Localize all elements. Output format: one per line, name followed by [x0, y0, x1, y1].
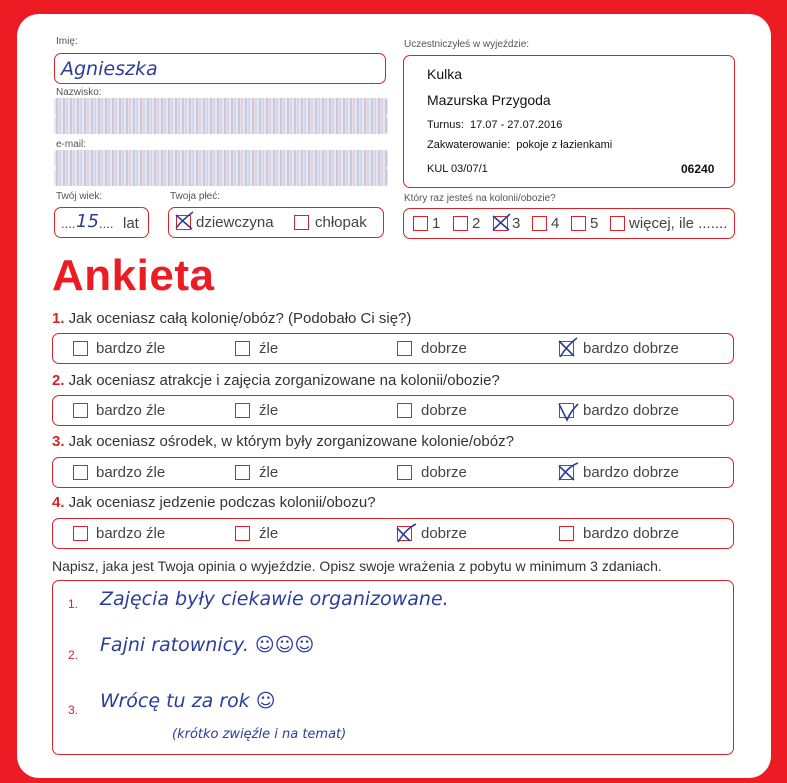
- times-checkbox-more[interactable]: [610, 216, 625, 231]
- question-4-number: 4.: [52, 494, 65, 511]
- q1-option-zle: źle: [259, 340, 279, 357]
- q1-option-dobrze: dobrze: [421, 340, 467, 357]
- q3-option-bardzo-zle: bardzo źle: [96, 464, 166, 481]
- wiek-dots-left: ....: [61, 216, 76, 231]
- nazwisko-label: Nazwisko:: [56, 87, 102, 98]
- q2-option-dobrze: dobrze: [421, 402, 467, 419]
- times-option-3: 3: [512, 215, 521, 232]
- opinion-line-2-number: 2.: [68, 648, 79, 662]
- wiek-dots-right: ....: [99, 216, 114, 231]
- email-redacted: [54, 150, 388, 168]
- q2-checkbox-bardzo-zle[interactable]: [73, 403, 88, 418]
- opinion-note: (krótko zwięźle i na temat): [172, 727, 347, 742]
- plec-check-mark: [172, 210, 196, 232]
- plec-option-chlopak: chłopak: [315, 214, 367, 231]
- times-option-4: 4: [551, 215, 560, 232]
- trip-box: [403, 55, 735, 188]
- times-option-1: 1: [432, 215, 441, 232]
- q2-checkbox-zle[interactable]: [235, 403, 250, 418]
- question-2-label: Jak oceniasz atrakcje i zajęcia zorganizowane na kolonii/obozie?: [64, 372, 500, 389]
- q1-checkbox-zle[interactable]: [235, 341, 250, 356]
- q3-checkbox-dobrze[interactable]: [397, 465, 412, 480]
- nazwisko-redacted-2: [54, 116, 388, 134]
- trip-code: KUL 03/07/1: [427, 163, 488, 175]
- trip-program: Mazurska Przygoda: [427, 92, 551, 108]
- wiek-value: 15: [76, 211, 99, 232]
- q2-checkbox-dobrze[interactable]: [397, 403, 412, 418]
- times-label: Który raz jesteś na kolonii/obozie?: [404, 193, 556, 204]
- plec-label: Twoja płeć:: [170, 191, 221, 202]
- q1-option-bardzo-zle: bardzo źle: [96, 340, 166, 357]
- q1-checkbox-dobrze[interactable]: [397, 341, 412, 356]
- question-4-text: [52, 494, 376, 511]
- times-option-2: 2: [472, 215, 481, 232]
- times-option-5: 5: [590, 215, 599, 232]
- q2-check-mark: [555, 400, 579, 422]
- times-option-more: więcej, ile .......: [629, 215, 728, 232]
- q1-option-bardzo-dobrze: bardzo dobrze: [583, 340, 679, 357]
- question-3-label: Jak oceniasz ośrodek, w którym były zorganizowane kolonie/obóz?: [64, 433, 514, 450]
- trip-turnus: Turnus: 17.07 - 27.07.2016: [427, 119, 563, 131]
- page-title: Ankieta: [52, 251, 215, 300]
- q4-check-mark: [393, 521, 417, 543]
- q4-option-zle: źle: [259, 525, 279, 542]
- times-field: [403, 208, 735, 239]
- question-2-text: [52, 372, 500, 389]
- opinion-line-3-number: 3.: [68, 703, 79, 717]
- opinion-prompt: Napisz, jaka jest Twoja opinia o wyjeździe. Opisz swoje wrażenia z pobytu w minimum 3 zdaniach.: [52, 558, 662, 574]
- question-3-text: [52, 433, 514, 450]
- q4-option-bardzo-dobrze: bardzo dobrze: [583, 525, 679, 542]
- trip-number: 06240: [681, 162, 715, 176]
- imie-field[interactable]: [54, 53, 386, 84]
- plec-field: [168, 207, 384, 238]
- question-2-answers: [52, 395, 734, 426]
- plec-option-dziewczyna: dziewczyna: [196, 214, 274, 231]
- times-checkbox-1[interactable]: [413, 216, 428, 231]
- question-3-number: 3.: [52, 433, 65, 450]
- q4-checkbox-bardzo-dobrze[interactable]: [559, 526, 574, 541]
- email-redacted-2: [54, 168, 388, 186]
- trip-zakwaterowanie: Zakwaterowanie: pokoje z łazienkami: [427, 139, 613, 151]
- q4-checkbox-zle[interactable]: [235, 526, 250, 541]
- question-4-answers: [52, 518, 734, 549]
- plec-checkbox-chlopak[interactable]: [294, 215, 309, 230]
- question-1-number: 1.: [52, 310, 65, 327]
- question-4-label: Jak oceniasz jedzenie podczas kolonii/obozu?: [64, 494, 376, 511]
- q3-option-dobrze: dobrze: [421, 464, 467, 481]
- q4-option-dobrze: dobrze: [421, 525, 467, 542]
- imie-label: Imię:: [56, 36, 78, 47]
- q1-checkbox-bardzo-zle[interactable]: [73, 341, 88, 356]
- q2-option-bardzo-dobrze: bardzo dobrze: [583, 402, 679, 419]
- q3-option-bardzo-dobrze: bardzo dobrze: [583, 464, 679, 481]
- q3-check-mark: [555, 460, 579, 482]
- question-1-label: Jak oceniasz całą kolonię/obóz? (Podobało Ci się?): [64, 310, 412, 327]
- q2-option-bardzo-zle: bardzo źle: [96, 402, 166, 419]
- q4-option-bardzo-zle: bardzo źle: [96, 525, 166, 542]
- times-checkbox-2[interactable]: [453, 216, 468, 231]
- q2-option-zle: źle: [259, 402, 279, 419]
- times-check-mark: [489, 211, 513, 233]
- opinion-line-3-text: Wrócę tu za rok ☺: [100, 690, 276, 712]
- q4-checkbox-bardzo-zle[interactable]: [73, 526, 88, 541]
- wiek-label: Twój wiek:: [56, 191, 103, 202]
- email-label: e-mail:: [56, 139, 87, 150]
- trip-name: Kulka: [427, 66, 463, 82]
- wiek-field[interactable]: [54, 207, 149, 238]
- times-checkbox-4[interactable]: [532, 216, 547, 231]
- wiek-unit: lat: [123, 215, 139, 232]
- trip-label: Uczestniczyłeś w wyjeździe:: [404, 39, 530, 50]
- question-2-number: 2.: [52, 372, 65, 389]
- times-checkbox-5[interactable]: [571, 216, 586, 231]
- opinion-line-1-text: Zajęcia były ciekawie organizowane.: [100, 588, 449, 610]
- imie-value: Agnieszka: [61, 58, 158, 80]
- question-1-text: [52, 310, 411, 327]
- q3-checkbox-zle[interactable]: [235, 465, 250, 480]
- question-3-answers: [52, 457, 734, 488]
- question-1-answers: [52, 333, 734, 364]
- nazwisko-redacted: [54, 98, 388, 116]
- q3-checkbox-bardzo-zle[interactable]: [73, 465, 88, 480]
- q1-check-mark: [555, 336, 579, 358]
- q3-option-zle: źle: [259, 464, 279, 481]
- opinion-line-1-number: 1.: [68, 597, 79, 611]
- opinion-line-2-text: Fajni ratownicy. ☺☺☺: [100, 634, 315, 656]
